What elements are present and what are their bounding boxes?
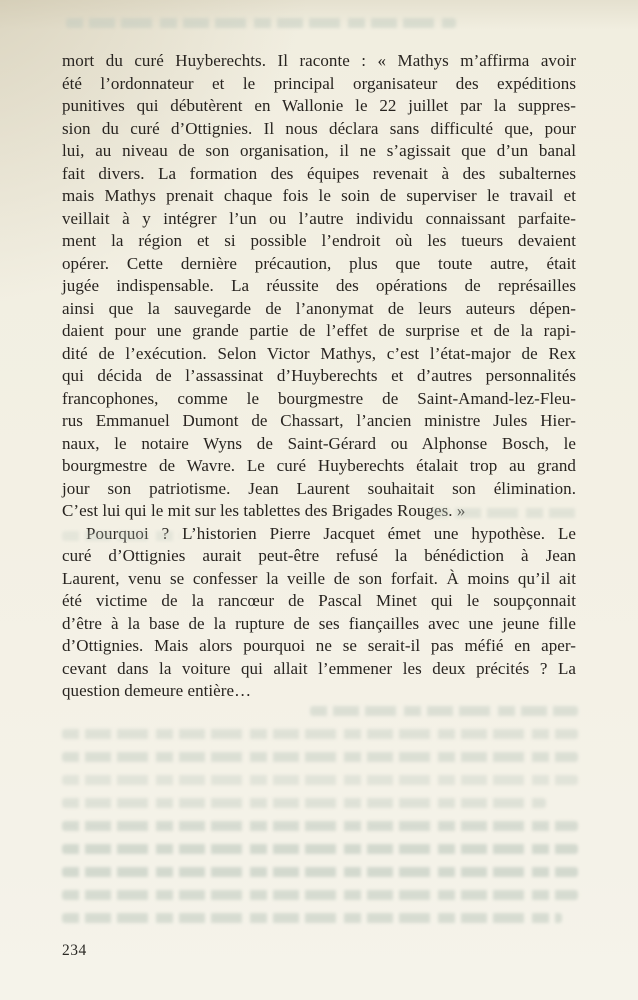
text-line: qui décida de l’assassinat d’Huyberechts et d’autres personnalités (62, 366, 576, 385)
paragraph (62, 523, 576, 703)
bleedthrough-line (62, 531, 180, 541)
text-line: francophones, comme le bourgmestre de Saint-Amand-lez-Fleu- (62, 388, 576, 408)
bleedthrough-line (62, 729, 578, 739)
bleedthrough-line (62, 890, 578, 900)
text-line: curé d’Ottignies aurait peut-être refusé la bénédiction à Jean (62, 546, 576, 565)
text-line: naux, le notaire Wyns de Saint-Gérard ou Alphonse Bosch, le (62, 433, 576, 453)
text-line: d’être à la base de la rupture de ses fiançailles avec une jeune fille (62, 613, 576, 633)
page-text (62, 50, 576, 703)
text-line: mort du curé Huyberechts. Il raconte : « Mathys m’affirma avoir (62, 51, 576, 70)
text-line: opérer. Cette dernière précaution, plus que toute autre, était (62, 253, 576, 273)
text-line: sion du curé d’Ottignies. Il nous déclara sans difficulté que, pour (62, 118, 576, 138)
bleedthrough-line (62, 913, 562, 923)
text-line: C’est lui qui le mit sur les tablettes des Brigades Rouges. » (62, 501, 466, 520)
bleedthrough-line (310, 706, 578, 716)
bleedthrough-line (62, 867, 578, 877)
text-line: cevant dans la voiture qui allait l’emmener les deux précités ? La (62, 658, 576, 678)
bleedthrough-line (62, 844, 578, 854)
bleedthrough-line (66, 18, 456, 28)
text-line: lui, au niveau de son organisation, il ne s’agissait que d’un banal (62, 141, 576, 160)
bleedthrough-line (432, 508, 576, 518)
text-line: dité de l’exécution. Selon Victor Mathys, c’est l’état-major de Rex (62, 343, 576, 363)
text-line: bourgmestre de Wavre. Le curé Huyberechts étalait trop au grand (62, 456, 576, 475)
text-line: veillait à y intégrer l’un ou l’autre individu connaissant parfaite- (62, 208, 576, 228)
text-line: daient pour une grande partie de l’effet de surprise et de la rapi- (62, 321, 576, 340)
text-line: jugée indispensable. La réussite des opérations de représailles (62, 276, 576, 295)
text-line: été l’ordonnateur et le principal organisateur des expéditions (62, 73, 576, 93)
text-line: ainsi que la sauvegarde de l’anonymat de leurs auteurs dépen- (62, 298, 576, 318)
text-line: été victime de la rancœur de Pascal Minet qui le soupçonnait (62, 591, 576, 610)
text-line: rus Emmanuel Dumont de Chassart, l’ancien ministre Jules Hier- (62, 411, 576, 430)
text-line: d’Ottignies. Mais alors pourquoi ne se serait-il pas méfié en aper- (62, 636, 576, 655)
text-line: ment la région et si possible l’endroit où les tueurs devaient (62, 231, 576, 250)
page-number: 234 (62, 942, 87, 959)
text-line: Laurent, venu se confesser la veille de son forfait. À moins qu’il ait (62, 568, 576, 588)
paragraph (62, 50, 576, 523)
text-line: jour son patriotisme. Jean Laurent souhaitait son élimination. (62, 478, 576, 498)
bleedthrough-line (62, 752, 578, 762)
text-line: mais Mathys prenait chaque fois le soin de superviser le travail et (62, 186, 576, 205)
text-line: question demeure entière… (62, 681, 252, 700)
text-line: punitives qui débutèrent en Wallonie le 22 juillet par la suppres- (62, 96, 576, 115)
bleedthrough-line (62, 798, 546, 808)
bleedthrough-line (62, 821, 578, 831)
text-line: fait divers. La formation des équipes revenait à des subalternes (62, 163, 576, 183)
bleedthrough-line (62, 775, 578, 785)
text-line: Pourquoi ? L’historien Pierre Jacquet émet une hypothèse. Le (86, 523, 576, 543)
